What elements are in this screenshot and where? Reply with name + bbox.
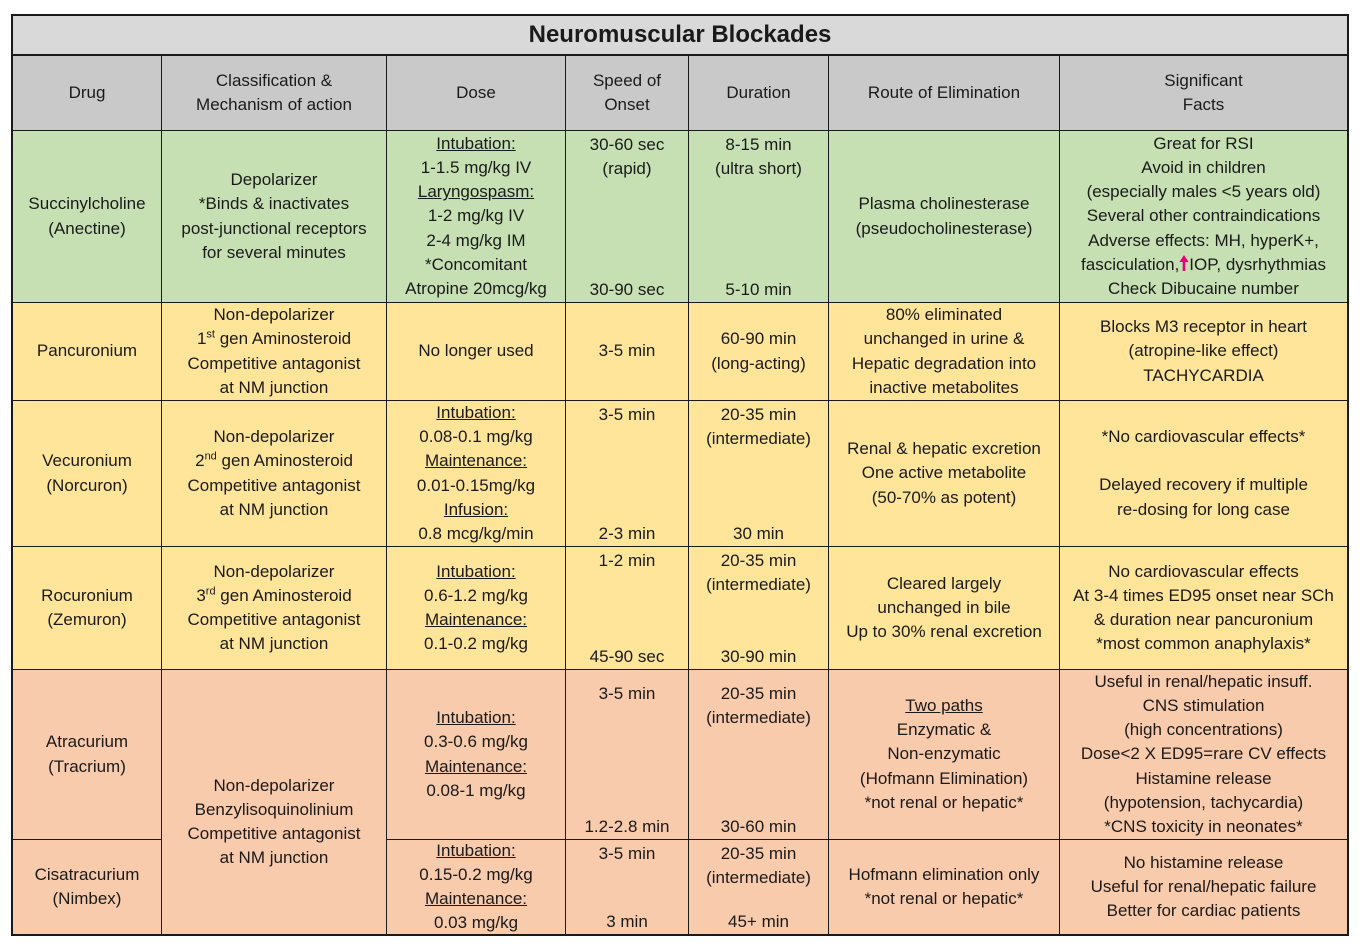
facts-line: At 3-4 times ED95 onset near SCh <box>1073 585 1334 605</box>
gen-number: 1 <box>196 329 207 349</box>
onset-value: 45-90 sec <box>589 646 665 666</box>
facts-line: No cardiovascular effects <box>1108 561 1299 581</box>
atra-duration <box>689 670 829 840</box>
class-line: Non-depolarizer <box>213 305 335 325</box>
duration-value: 20-35 min <box>720 551 797 570</box>
class-line: Non-depolarizer <box>213 427 335 447</box>
dose-label: Maintenance: <box>424 756 528 776</box>
facts-line: Great for RSI <box>1153 133 1254 153</box>
route-line: *not renal or hepatic* <box>864 792 1024 812</box>
onset-value: 1.2-2.8 min <box>584 816 670 836</box>
succ-class-line: post-junctional receptors <box>181 218 367 238</box>
route-line: One active metabolite <box>861 463 1027 483</box>
cisa-drug-brand: (Nimbex) <box>52 889 122 908</box>
succ-facts <box>1060 131 1347 303</box>
duration-value: 30-60 min <box>720 816 797 836</box>
cisa-drug <box>13 840 162 934</box>
roc-drug-brand: (Zemuron) <box>47 610 127 629</box>
dose-value: 0.3-0.6 mg/kg <box>424 732 528 752</box>
header-facts-line1: Significant <box>1164 70 1243 90</box>
header-onset-line2: Onset <box>604 95 650 114</box>
dose-value: 0.6-1.2 mg/kg <box>424 585 528 605</box>
facts-line: TACHYCARDIA <box>1143 365 1264 385</box>
dose-value: 0.8 mcg/kg/min <box>418 523 534 543</box>
duration-value: 45+ min <box>728 911 789 931</box>
dose-label: Maintenance: <box>424 451 528 471</box>
facts-line: Delayed recovery if multiple <box>1099 475 1308 495</box>
facts-line: Useful for renal/hepatic failure <box>1090 876 1317 896</box>
facts-line: (especially males <5 years old) <box>1086 182 1321 202</box>
gen-number: 3 <box>196 585 206 605</box>
facts-line: *No cardiovascular effects* <box>1101 427 1306 447</box>
nmb-table <box>11 14 1349 936</box>
route-line: Hepatic degradation into <box>851 353 1037 373</box>
class-line: Competitive antagonist <box>187 824 361 843</box>
header-duration <box>689 56 829 131</box>
dose-label: Maintenance: <box>424 610 528 629</box>
facts-line: Adverse effects: MH, hyperK+, <box>1088 230 1319 250</box>
vec-onset <box>566 401 689 547</box>
dose-value: 0.1-0.2 mg/kg <box>424 634 528 654</box>
header-dose-label: Dose <box>456 82 496 102</box>
route-line: Hofmann elimination only <box>848 864 1040 884</box>
duration-value: 30 min <box>732 523 785 543</box>
class-line: Competitive antagonist <box>187 610 361 629</box>
dose-value: Atropine 20mcg/kg <box>405 279 547 298</box>
succ-class-line: *Binds & inactivates <box>198 194 350 214</box>
class-line: Benzylisoquinolinium <box>194 799 354 819</box>
gen-number: 2 <box>195 451 205 471</box>
dose-value: 0.08-0.1 mg/kg <box>419 427 533 447</box>
header-facts-line2: Facts <box>1182 95 1225 114</box>
dose-value: 0.01-0.15mg/kg <box>416 475 536 495</box>
facts-line: Avoid in children <box>1141 157 1266 177</box>
duration-value: 8-15 min <box>725 135 792 154</box>
dose-value: 2-4 mg/kg IM <box>426 230 526 250</box>
route-line: Non-enzymatic <box>887 744 1001 764</box>
dose-value: 1-2 mg/kg IV <box>427 206 525 226</box>
dose-label: Infusion: <box>443 499 509 519</box>
class-line-gen <box>196 584 351 608</box>
roc-drug <box>13 547 162 670</box>
gen-rest: gen Aminosteroid <box>215 585 352 605</box>
succ-dose <box>387 131 566 303</box>
roc-dose <box>387 547 566 670</box>
facts-line: Check Dibucaine number <box>1108 279 1299 298</box>
class-line: Competitive antagonist <box>187 353 361 373</box>
onset-value: 30-90 sec <box>589 279 665 299</box>
duration-value: 20-35 min <box>720 844 797 863</box>
dose-value: 0.03 mg/kg <box>433 913 519 933</box>
atra-route <box>829 670 1060 840</box>
facts-line: Useful in renal/hepatic insuff. <box>1094 671 1313 691</box>
onset-value: 30-60 sec <box>589 135 665 154</box>
succ-class-line: Depolarizer <box>230 170 318 190</box>
facts-line: Better for cardiac patients <box>1106 901 1301 921</box>
roc-drug-name: Rocuronium <box>41 585 133 605</box>
up-arrow-icon <box>1179 254 1189 272</box>
duration-note: (intermediate) <box>706 429 811 449</box>
benzyl-class <box>162 670 387 934</box>
panc-facts <box>1060 303 1347 401</box>
dose-label: Intubation: <box>436 561 516 581</box>
roc-duration <box>689 547 829 670</box>
onset-note: (rapid) <box>602 159 652 179</box>
gen-suffix: rd <box>205 585 216 598</box>
dose-label: Intubation: <box>436 840 516 860</box>
class-line: Non-depolarizer <box>213 775 335 795</box>
facts-line: *CNS toxicity in neonates* <box>1104 817 1303 837</box>
table-title: Neuromuscular Blockades <box>13 16 1347 56</box>
header-classification <box>162 56 387 131</box>
route-line: Enzymatic & <box>896 720 992 740</box>
facts-fasc-a: fasciculation, <box>1081 254 1180 274</box>
dose-label: Intubation: <box>436 708 516 728</box>
onset-value: 3-5 min <box>598 684 656 703</box>
header-class-line1: Classification & <box>215 70 333 90</box>
panc-drug-name: Pancuronium <box>36 341 138 361</box>
succ-route <box>829 131 1060 303</box>
onset-value: 3 min <box>606 911 648 931</box>
duration-note: (intermediate) <box>706 868 811 888</box>
route-label: Two paths <box>905 695 983 715</box>
succ-drug-brand: (Anectine) <box>48 218 126 238</box>
onset-value: 1-2 min <box>598 551 656 570</box>
facts-line-fasciculation <box>1081 253 1326 277</box>
facts-line: Blocks M3 receptor in heart <box>1100 317 1307 337</box>
cisa-drug-name: Cisatracurium <box>34 864 140 884</box>
onset-value: 3-5 min <box>598 341 656 361</box>
dose-value: No longer used <box>418 341 534 361</box>
cisa-route <box>829 840 1060 934</box>
succ-duration <box>689 131 829 303</box>
header-route-label: Route of Elimination <box>867 82 1021 102</box>
route-line: (Hofmann Elimination) <box>859 768 1029 788</box>
duration-note: (ultra short) <box>715 159 802 179</box>
cisa-onset <box>566 840 689 934</box>
gen-rest: gen Aminosteroid <box>216 451 353 471</box>
dose-label: Intubation: <box>436 133 516 153</box>
panc-dose <box>387 303 566 401</box>
gen-suffix: st <box>206 328 215 341</box>
succ-drug-name: Succinylcholine <box>28 194 146 214</box>
facts-line: re-dosing for long case <box>1117 499 1290 519</box>
facts-fasc-b: IOP, dysrhythmias <box>1189 254 1326 274</box>
header-route <box>829 56 1060 131</box>
vec-facts <box>1060 401 1347 547</box>
panc-route <box>829 303 1060 401</box>
duration-note: (intermediate) <box>706 708 811 728</box>
dose-value: *Concomitant <box>424 254 528 274</box>
header-drug <box>13 56 162 131</box>
panc-drug <box>13 303 162 401</box>
roc-class <box>162 547 387 670</box>
dose-label: Maintenance: <box>424 889 528 908</box>
dose-value: 0.15-0.2 mg/kg <box>419 864 533 884</box>
class-line-gen <box>195 449 353 473</box>
route-line: *not renal or hepatic* <box>864 889 1024 908</box>
duration-value: 5-10 min <box>725 279 792 299</box>
vec-class <box>162 401 387 547</box>
atra-dose <box>387 670 566 840</box>
roc-facts <box>1060 547 1347 670</box>
gen-rest: gen Aminosteroid <box>214 329 352 349</box>
route-line: (pseudocholinesterase) <box>855 218 1033 238</box>
route-line: unchanged in urine & <box>863 329 1025 349</box>
onset-value: 3-5 min <box>598 844 656 863</box>
dose-value: 1-1.5 mg/kg IV <box>420 157 532 177</box>
dose-label: Intubation: <box>436 402 516 422</box>
duration-value: 30-90 min <box>720 646 797 666</box>
roc-onset <box>566 547 689 670</box>
route-line: Up to 30% renal excretion <box>846 622 1042 642</box>
dose-label: Laryngospasm: <box>417 182 535 202</box>
header-facts <box>1060 56 1347 131</box>
facts-line: Dose<2 X ED95=rare CV effects <box>1080 744 1327 764</box>
atra-facts <box>1060 670 1347 840</box>
vec-route <box>829 401 1060 547</box>
panc-onset <box>566 303 689 401</box>
class-line-gen <box>197 327 351 351</box>
vec-drug-name: Vecuronium <box>42 451 132 471</box>
cisa-facts <box>1060 840 1347 934</box>
facts-line: (hypotension, tachycardia) <box>1103 792 1304 812</box>
route-line: unchanged in bile <box>877 597 1011 617</box>
atra-onset <box>566 670 689 840</box>
facts-line: Several other contraindications <box>1086 206 1321 226</box>
facts-line: & duration near pancuronium <box>1093 610 1314 629</box>
route-line: inactive metabolites <box>869 377 1019 397</box>
class-line: at NM junction <box>219 634 329 654</box>
vec-dose <box>387 401 566 547</box>
route-line: Cleared largely <box>886 573 1002 593</box>
header-drug-label: Drug <box>68 82 106 102</box>
duration-value: 60-90 min <box>720 329 797 349</box>
route-line: Plasma cholinesterase <box>858 194 1030 214</box>
duration-note: (intermediate) <box>706 575 811 595</box>
class-line: Competitive antagonist <box>187 475 361 495</box>
class-line: Non-depolarizer <box>213 561 335 581</box>
atra-drug-name: Atracurium <box>45 732 129 752</box>
roc-route <box>829 547 1060 670</box>
route-line: Renal & hepatic excretion <box>847 439 1041 459</box>
route-line: (50-70% as potent) <box>871 487 1017 507</box>
gen-suffix: nd <box>204 450 217 463</box>
header-class-line2: Mechanism of action <box>196 95 352 114</box>
facts-line: Histamine release <box>1135 768 1272 788</box>
class-line: at NM junction <box>219 377 329 397</box>
facts-line: No histamine release <box>1123 852 1284 872</box>
succ-class <box>162 131 387 303</box>
duration-note: (long-acting) <box>711 353 806 373</box>
succ-onset <box>566 131 689 303</box>
facts-line: (high concentrations) <box>1124 720 1283 740</box>
vec-duration <box>689 401 829 547</box>
duration-value: 20-35 min <box>720 405 797 424</box>
vec-drug <box>13 401 162 547</box>
route-line: 80% eliminated <box>885 305 1003 325</box>
class-line: at NM junction <box>219 499 329 519</box>
header-onset <box>566 56 689 131</box>
panc-class <box>162 303 387 401</box>
cisa-duration <box>689 840 829 934</box>
header-onset-line1: Speed of <box>592 70 662 90</box>
panc-duration <box>689 303 829 401</box>
facts-line: CNS stimulation <box>1142 696 1265 715</box>
succ-drug <box>13 131 162 303</box>
dose-value: 0.08-1 mg/kg <box>426 780 526 800</box>
onset-value: 3-5 min <box>598 405 656 424</box>
atra-drug <box>13 670 162 840</box>
duration-value: 20-35 min <box>720 684 797 703</box>
facts-line: *most common anaphylaxis* <box>1096 634 1311 654</box>
class-line: at NM junction <box>219 848 329 868</box>
succ-class-line: for several minutes <box>202 242 346 262</box>
cisa-dose <box>387 840 566 934</box>
header-dose <box>387 56 566 131</box>
atra-drug-brand: (Tracrium) <box>48 756 126 776</box>
onset-value: 2-3 min <box>598 523 656 543</box>
vec-drug-brand: (Norcuron) <box>46 475 128 495</box>
header-duration-label: Duration <box>726 82 791 102</box>
facts-line: (atropine-like effect) <box>1128 341 1279 361</box>
